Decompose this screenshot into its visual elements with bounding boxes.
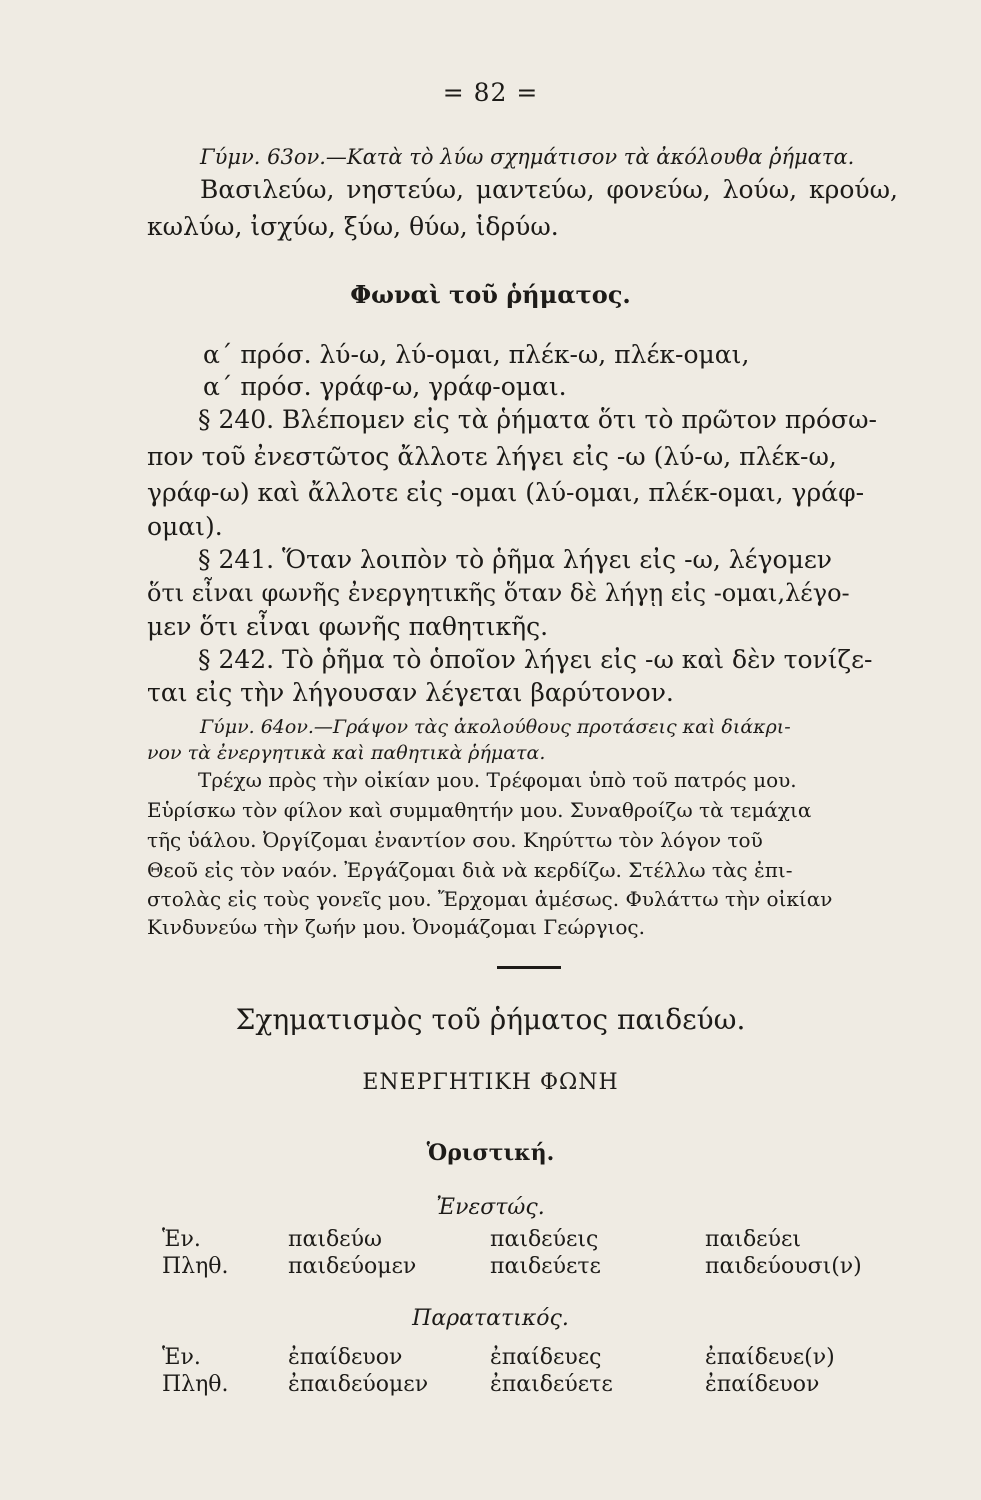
paragraph-240-line: γράφ-ω) καὶ ἄλλοτε εἰς -ομαι (λύ-ομαι, πλέκ-ομαι, γράφ-	[147, 478, 865, 507]
conjugation-form: παιδεύεις	[490, 1227, 599, 1252]
number-label: Ἑν.	[162, 1227, 201, 1252]
conjugation-form: ἐπαίδευε(ν)	[705, 1345, 835, 1370]
number-label: Ἑν.	[162, 1345, 201, 1370]
paragraph-241-line: § 241. Ὅταν λοιπὸν τὸ ῥῆμα λήγει εἰς -ω, λέγομεν	[198, 545, 832, 574]
tense-label-present: Ἐνεστώς.	[436, 1195, 545, 1220]
conjugation-form: παιδεύομεν	[288, 1254, 417, 1279]
conjugation-form: ἐπαίδευες	[490, 1345, 602, 1370]
paragraph-240-line: ομαι).	[147, 512, 223, 541]
section-heading-voices: Φωναὶ τοῦ ῥήματος.	[350, 280, 631, 309]
conjugation-form: παιδεύω	[288, 1227, 382, 1252]
conjugation-form: παιδεύει	[705, 1227, 801, 1252]
conjugation-form: ἐπαιδεύομεν	[288, 1372, 429, 1397]
exercise-64-line: στολὰς εἰς τοὺς γονεῖς μου. Ἔρχομαι ἀμέσως. Φυλάττω τὴν οἰκίαν	[147, 887, 833, 911]
tense-label-imperfect: Παρατατικός.	[412, 1306, 569, 1331]
paragraph-242-line: ται εἰς τὴν λήγουσαν λέγεται βαρύτονον.	[147, 678, 674, 707]
exercise-64-line: Θεοῦ εἰς τὸν ναόν. Ἐργάζομαι διὰ νὰ κερδίζω. Στέλλω τὰς ἐπι-	[147, 858, 793, 882]
mood-title: Ὁριστική.	[426, 1140, 555, 1166]
exercise-64-line: Τρέχω πρὸς τὴν οἰκίαν μου. Τρέφομαι ὑπὸ τοῦ πατρός μου.	[198, 768, 797, 792]
exercise-63-title: Γύμν. 63ον.—Κατὰ τὸ λύω σχημάτισον τὰ ἀκόλουθα ῥήματα.	[200, 145, 855, 169]
paragraph-240-line: § 240. Βλέπομεν εἰς τὰ ῥήματα ὅτι τὸ πρῶτον πρόσω-	[198, 405, 877, 434]
conjugation-form: ἐπαίδευον	[288, 1345, 403, 1370]
exercise-64-line: Εὑρίσκω τὸν φίλον καὶ συμμαθητήν μου. Συναθροίζω τὰ τεμάχια	[147, 798, 812, 822]
exercise-63-line: κωλύω, ἰσχύω, ξύω, θύω, ἱδρύω.	[147, 212, 559, 241]
conjugation-form: παιδεύετε	[490, 1254, 601, 1279]
conjugation-title: Σχηματισμὸς τοῦ ῥήματος παιδεύω.	[235, 1003, 746, 1036]
number-label: Πληθ.	[162, 1254, 229, 1279]
page-number: = 82 =	[442, 78, 539, 107]
conjugation-form: ἐπαίδευον	[705, 1372, 820, 1397]
exercise-63-line: Βασιλεύω, νηστεύω, μαντεύω, φονεύω, λούω, κρούω,	[200, 175, 898, 204]
voice-title: ΕΝΕΡΓΗΤΙΚΗ ΦΩΝΗ	[362, 1070, 619, 1095]
voices-line: α΄ πρόσ. γράφ-ω, γράφ-ομαι.	[203, 372, 567, 401]
paragraph-241-line: ὅτι εἶναι φωνῆς ἐνεργητικῆς ὅταν δὲ λήγῃ εἰς -ομαι,λέγο-	[147, 579, 850, 607]
paragraph-240-line: πον τοῦ ἐνεστῶτος ἄλλοτε λήγει εἰς -ω (λύ-ω, πλέκ-ω,	[147, 442, 837, 471]
exercise-64-line: τῆς ὑάλου. Ὀργίζομαι ἐναντίον σου. Κηρύττω τὸν λόγον τοῦ	[147, 828, 763, 852]
exercise-64-title: Γύμν. 64ον.—Γράψον τὰς ἀκολούθους προτάσεις καὶ διάκρι-	[200, 716, 791, 738]
exercise-64-line: Κινδυνεύω τὴν ζωήν μου. Ὀνομάζομαι Γεώργιος.	[147, 915, 645, 939]
exercise-64-title: νον τὰ ἐνεργητικὰ καὶ παθητικὰ ῥήματα.	[147, 742, 546, 764]
conjugation-form: ἐπαιδεύετε	[490, 1372, 613, 1397]
conjugation-form: παιδεύουσι(ν)	[705, 1254, 862, 1279]
divider-rule	[497, 966, 561, 969]
voices-line: α΄ πρόσ. λύ-ω, λύ-ομαι, πλέκ-ω, πλέκ-ομαι,	[203, 340, 750, 369]
paragraph-242-line: § 242. Τὸ ῥῆμα τὸ ὁποῖον λήγει εἰς -ω καὶ δὲν τονίζε-	[198, 645, 873, 674]
paragraph-241-line: μεν ὅτι εἶναι φωνῆς παθητικῆς.	[147, 612, 549, 641]
number-label: Πληθ.	[162, 1372, 229, 1397]
